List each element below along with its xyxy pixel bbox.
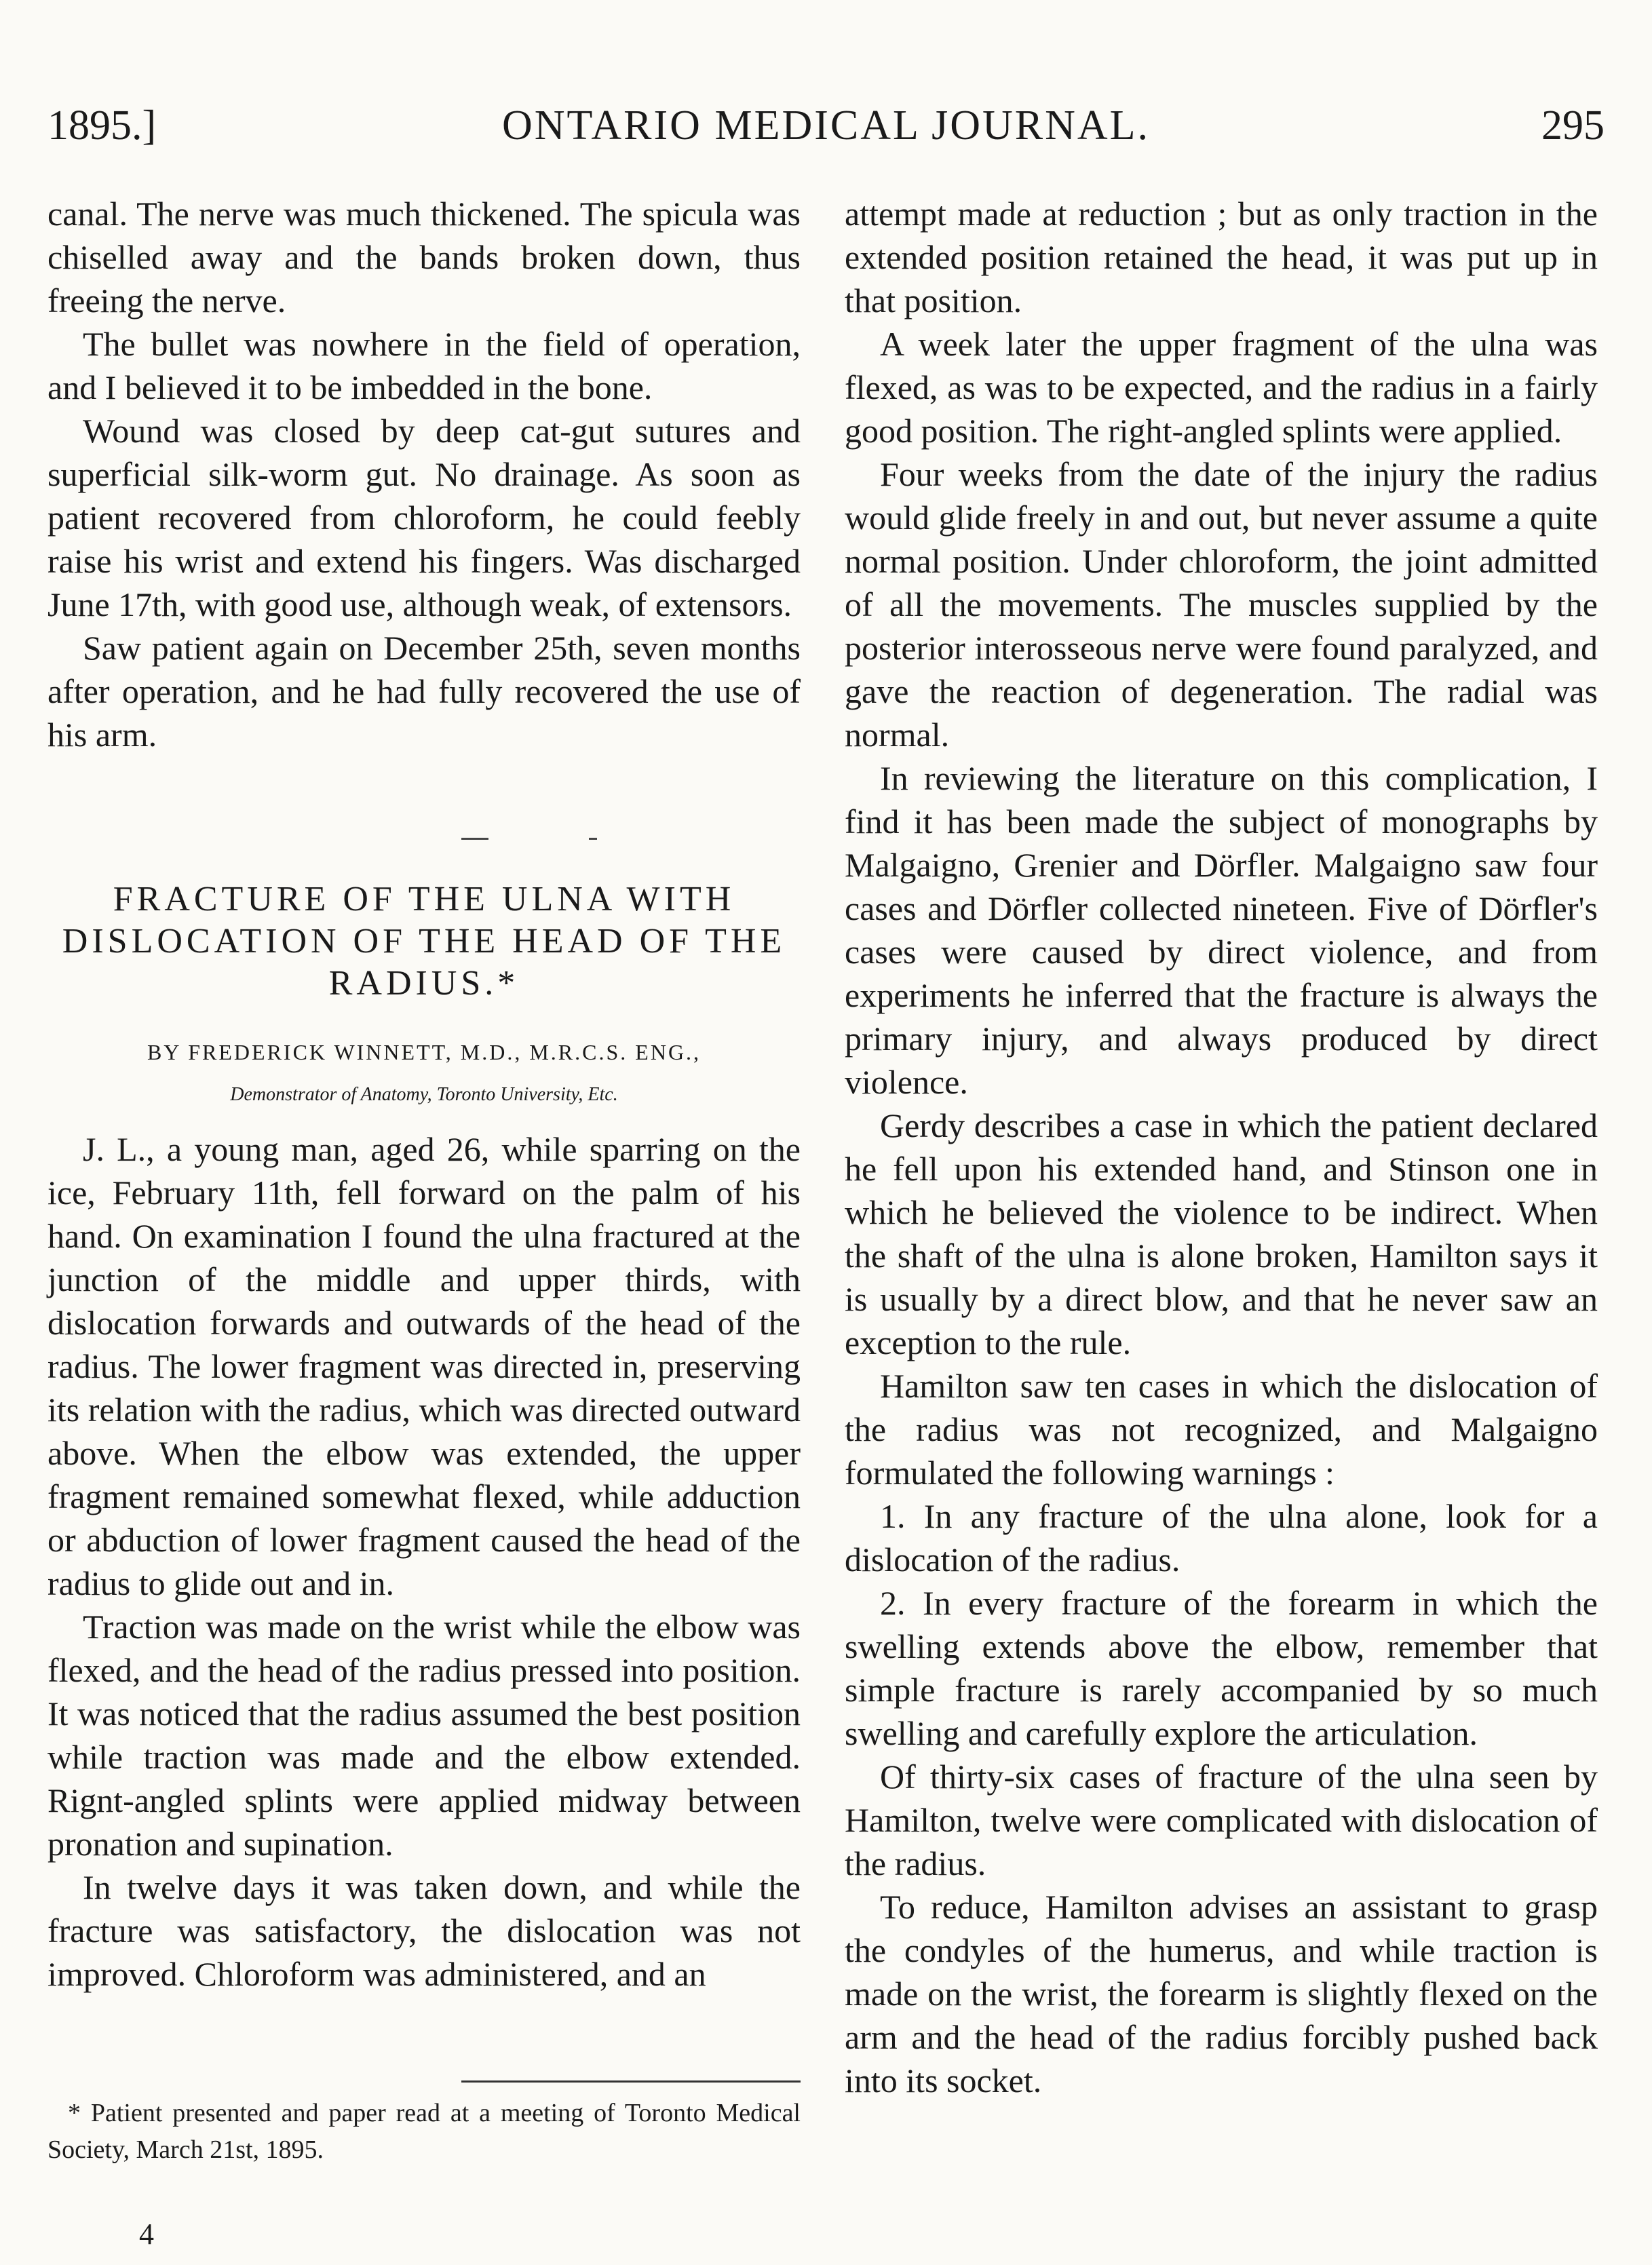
signature-mark: 4 [139, 2218, 154, 2251]
right-column [845, 192, 1598, 2102]
section-separator-dot [589, 838, 597, 840]
section-separator [461, 838, 488, 840]
page-number: 295 [1541, 102, 1605, 149]
paragraph: The bullet was nowhere in the field of operation, and I believed it to be imbedded in the bone. [47, 325, 801, 406]
left-column-continuation [47, 192, 801, 756]
paragraph: canal. The nerve was much thickened. The spicula was chiselled away and the bands broken down, thus freeing the nerve. [47, 195, 801, 320]
paragraph: 2. In every fracture of the forearm in which the swelling extends above the elbow, remember that simple fracture is rarely accompanied by so much swelling and carefully explore the articulation. [845, 1584, 1598, 1752]
journal-title: ONTARIO MEDICAL JOURNAL. [501, 102, 1151, 149]
paragraph: attempt made at reduction ; but as only traction in the extended position retained the head, it was put up in that position. [845, 195, 1598, 320]
paragraph: J. L., a young man, aged 26, while sparring on the ice, February 11th, fell forward on the palm of his hand. On examination I found the ulna fractured at the junction of the middle and upper thirds, with dislocation forwards and outwards of the head of the radius. The lower fragment was directed in, preserving its relation with the radius, which was directed outward above. When the elbow was extended, the upper fragment remained somewhat flexed, while adduction or abduction of lower fragment caused the head of the radius to glide out and in. [47, 1130, 801, 1602]
paragraph: In reviewing the literature on this complication, I find it has been made the subject of monographs by Malgaigno, Grenier and Dörfler. Malgaigno saw four cases and Dörfler collected nineteen. Five of Dörfler's cases were caused by direct violence, and from experiments he inferred that the fracture is always the primary injury, and always produced by direct violence. [845, 759, 1598, 1101]
paragraph: Gerdy describes a case in which the patient declared he fell upon his extended hand, and Stinson one in which he believed the violence to be indirect. When the shaft of the ulna is alone broken, Hamilton says it is usually by a direct blow, and that he never saw an exception to the rule. [845, 1106, 1598, 1361]
paragraph: A week later the upper fragment of the ulna was flexed, as was to be expected, and the radius in a fairly good position. The right-angled splints were applied. [845, 325, 1598, 450]
paragraph: Hamilton saw ten cases in which the dislocation of the radius was not recognized, and Malgaigno formulated the following warnings : [845, 1367, 1598, 1492]
paragraph: Traction was made on the wrist while the elbow was flexed, and the head of the radius pressed into position. It was noticed that the radius assumed the best position while traction was made and the elbow extended. Rignt-angled splints were applied midway between pronation and supination. [47, 1608, 801, 1863]
paragraph: Of thirty-six cases of fracture of the ulna seen by Hamilton, twelve were complicated with dislocation of the radius. [845, 1758, 1598, 1882]
paragraph: In twelve days it was taken down, and while the fracture was satisfactory, the dislocation was not improved. Chloroform was administered, and an [47, 1868, 801, 1993]
article-author: BY FREDERICK WINNETT, M.D., M.R.C.S. ENG., [147, 1040, 702, 1064]
paragraph: Saw patient again on December 25th, seven months after operation, and he had fully recovered the use of his arm. [47, 629, 801, 754]
paragraph: Four weeks from the date of the injury the radius would glide freely in and out, but never assume a quite normal position. Under chloroform, the joint admitted of all the movements. The muscles supplied by the posterior interosseous nerve were found paralyzed, and gave the reaction of degeneration. The radial was normal. [845, 455, 1598, 754]
paragraph: 1. In any fracture of the ulna alone, look for a dislocation of the radius. [845, 1497, 1598, 1579]
footnote: * Patient presented and paper read at a meeting of Toronto Medical Society, March 21st, 1895. [47, 2099, 801, 2164]
header-year: 1895.] [47, 102, 157, 149]
author-affiliation: Demonstrator of Anatomy, Toronto University, Etc. [230, 1084, 618, 1105]
paragraph: To reduce, Hamilton advises an assistant to grasp the condyles of the humerus, and while traction is made on the wrist, the forearm is slightly flexed on the arm and the head of the radius forcibly pushed back into its socket. [845, 1888, 1598, 2099]
running-header [47, 102, 1605, 156]
paragraph: Wound was closed by deep cat-gut sutures and superficial silk-worm gut. No drainage. As soon as patient recovered from chloroform, he could feebly raise his wrist and extend his fingers. Was discharged June 17th, with good use, although weak, of extensors. [47, 412, 801, 623]
article-title: FRACTURE OF THE ULNA WITH DISLOCATION OF THE HEAD OF THE RADIUS.* [62, 880, 786, 1003]
left-column-article-body [47, 1127, 801, 1996]
footnote-rule [461, 2080, 801, 2083]
